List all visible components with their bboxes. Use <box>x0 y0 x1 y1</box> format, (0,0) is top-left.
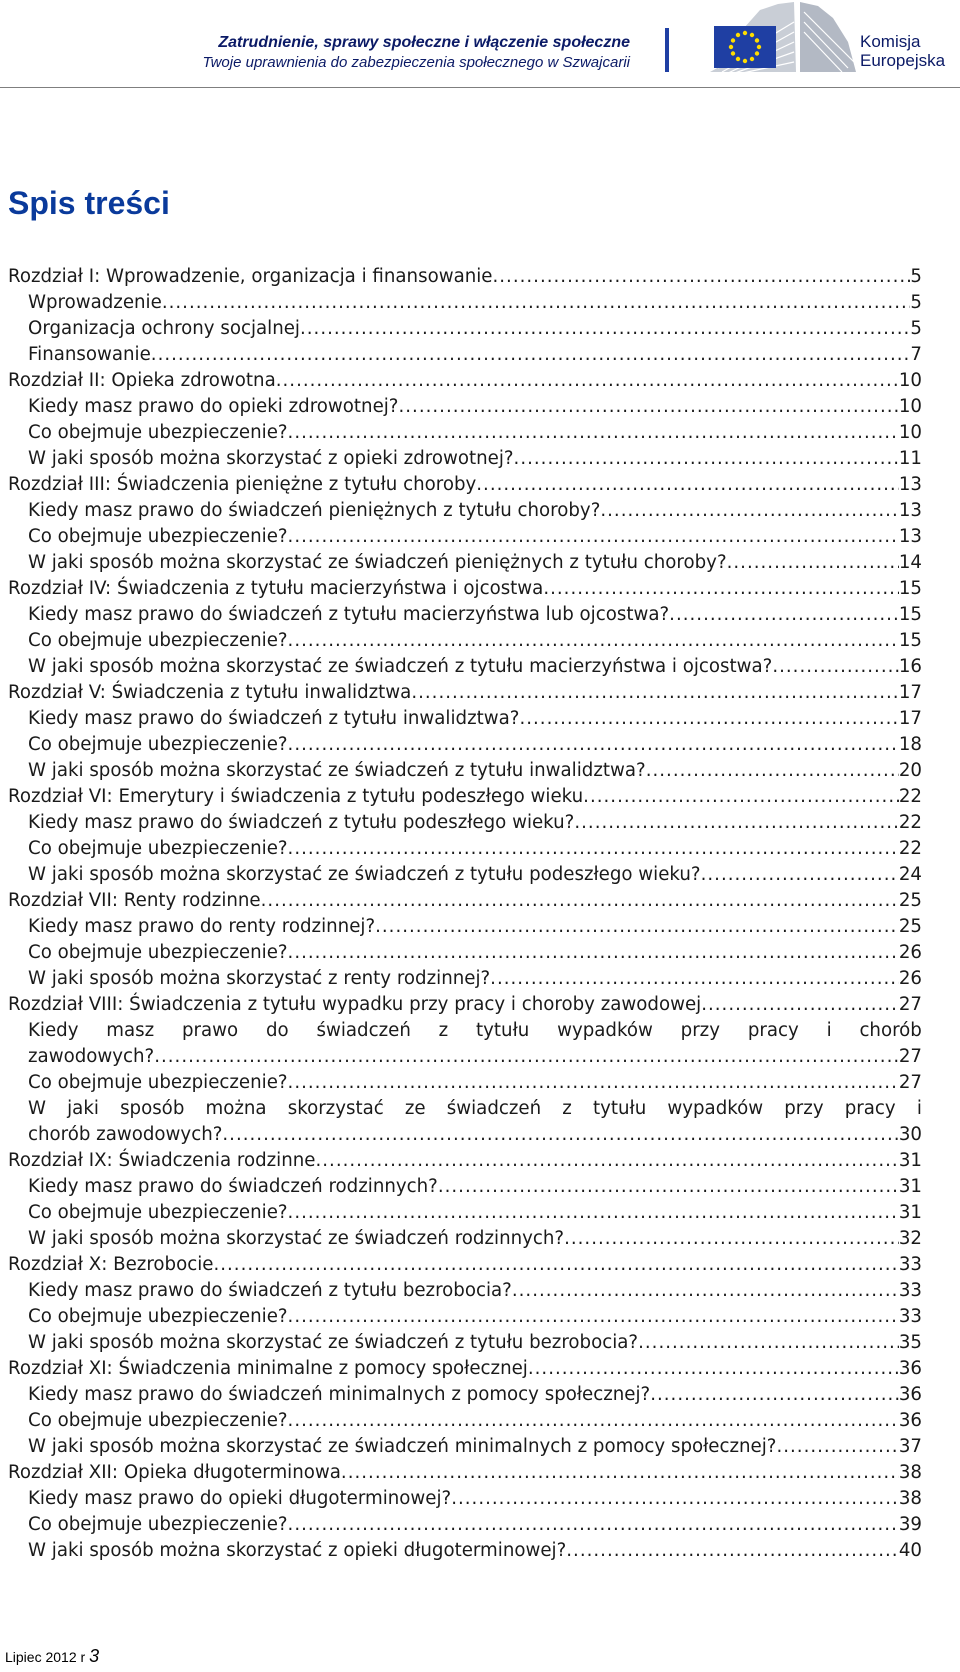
toc-entry-word: chorób <box>859 1020 922 1041</box>
toc-dot-leader <box>727 550 899 576</box>
toc-page-number: 15 <box>898 604 922 625</box>
header-separator <box>665 28 669 72</box>
toc-chapter-entry[interactable] <box>8 888 922 914</box>
toc-page-number: 27 <box>898 994 922 1015</box>
toc-entry-title: Co obejmuje ubezpieczenie? <box>28 1306 288 1327</box>
toc-entry-word: do <box>265 1020 289 1041</box>
toc-dot-leader <box>288 940 899 966</box>
page-footer <box>5 1646 99 1667</box>
toc-page-number: 10 <box>898 396 922 417</box>
toc-entry-title: Kiedy masz prawo do opieki zdrowotnej? <box>28 396 399 417</box>
toc-dot-leader <box>288 836 899 862</box>
footer-date: Lipiec 2012 r <box>5 1649 86 1665</box>
toc-entry-title: Finansowanie <box>28 344 151 365</box>
toc-entry-word: pracy <box>747 1020 799 1041</box>
toc-entry[interactable] <box>8 914 922 940</box>
toc-page-number: 27 <box>898 1046 922 1067</box>
toc-page-number: 14 <box>898 552 922 573</box>
toc-entry-word: skorzystać <box>287 1098 384 1119</box>
toc-dot-leader <box>288 1304 899 1330</box>
toc-page-number: 31 <box>898 1176 922 1197</box>
toc-page-number: 17 <box>898 682 922 703</box>
toc-entry[interactable] <box>8 1538 922 1564</box>
toc-entry[interactable] <box>8 1304 922 1330</box>
toc-page-number: 31 <box>898 1150 922 1171</box>
toc-entry-title: Rozdział I: Wprowadzenie, organizacja i finansowanie <box>8 266 493 287</box>
toc-entry-title: Rozdział III: Świadczenia pieniężne z tytułu choroby <box>8 474 477 495</box>
toc-entry-title: Rozdział X: Bezrobocie <box>8 1254 214 1275</box>
toc-entry-word: wypadków <box>557 1020 653 1041</box>
toc-dot-leader <box>375 914 899 940</box>
toc-dot-leader <box>574 810 899 836</box>
toc-entry-title: Kiedy masz prawo do świadczeń z tytułu inwalidztwa? <box>28 708 520 729</box>
toc-dot-leader <box>438 1174 899 1200</box>
toc-dot-leader <box>600 498 898 524</box>
toc-page-number: 13 <box>898 500 922 521</box>
logo-line-1: Komisja <box>860 32 921 51</box>
toc-chapter-entry[interactable] <box>8 368 922 394</box>
toc-page-number: 7 <box>910 344 922 365</box>
toc-dot-leader <box>398 394 898 420</box>
toc-entry-title: Co obejmuje ubezpieczenie? <box>28 526 288 547</box>
toc-entry[interactable] <box>8 342 922 368</box>
toc-dot-leader <box>776 1434 898 1460</box>
toc-entry-title: Rozdział XII: Opieka długoterminowa <box>8 1462 341 1483</box>
toc-entry[interactable] <box>8 394 922 420</box>
toc-entry-word: przy <box>680 1020 720 1041</box>
page-title: Spis treści <box>8 185 170 221</box>
toc-page-number: 26 <box>898 942 922 963</box>
toc-page-number: 13 <box>898 526 922 547</box>
toc-entry-title: Kiedy masz prawo do świadczeń pieniężnych z tytułu choroby? <box>28 500 601 521</box>
toc-dot-leader <box>213 1252 898 1278</box>
toc-page-number: 16 <box>898 656 922 677</box>
toc-entry-word: Kiedy <box>28 1020 79 1041</box>
toc-page-number: 24 <box>898 864 922 885</box>
toc-dot-leader <box>543 576 899 602</box>
toc-entry-title-line1 <box>28 1096 922 1122</box>
toc-entry[interactable] <box>8 498 922 524</box>
toc-chapter-entry[interactable] <box>8 1460 922 1486</box>
toc-entry-title-line1 <box>28 1018 922 1044</box>
toc-page-number: 18 <box>898 734 922 755</box>
toc-page-number: 17 <box>898 708 922 729</box>
toc-entry[interactable] <box>8 628 922 654</box>
toc-page-number: 25 <box>898 890 922 911</box>
toc-page-number: 38 <box>898 1462 922 1483</box>
toc-entry[interactable] <box>8 1200 922 1226</box>
toc-dot-leader <box>341 1460 899 1486</box>
toc-page-number: 35 <box>898 1332 922 1353</box>
toc-chapter-entry[interactable] <box>8 472 922 498</box>
toc-page-number: 31 <box>898 1202 922 1223</box>
toc-entry[interactable] <box>8 706 922 732</box>
toc-entry[interactable] <box>8 524 922 550</box>
toc-dot-leader <box>288 1070 899 1096</box>
toc-chapter-entry[interactable] <box>8 680 922 706</box>
toc-entry[interactable] <box>8 1226 922 1252</box>
toc-dot-leader <box>701 992 899 1018</box>
toc-page-number: 25 <box>898 916 922 937</box>
toc-chapter-entry[interactable] <box>8 1148 922 1174</box>
toc-entry[interactable] <box>8 446 922 472</box>
toc-entry-line2 <box>28 1122 922 1148</box>
table-of-contents <box>8 264 922 1564</box>
toc-entry-title: Rozdział VII: Renty rodzinne <box>8 890 261 911</box>
toc-dot-leader <box>276 368 899 394</box>
toc-entry-title: Kiedy masz prawo do świadczeń minimalnych z pomocy społecznej? <box>28 1384 651 1405</box>
toc-entry-title: Kiedy masz prawo do świadczeń z tytułu bezrobocia? <box>28 1280 512 1301</box>
toc-entry[interactable] <box>8 862 922 888</box>
toc-entry-title: Rozdział VI: Emerytury i świadczenia z tytułu podeszłego wieku <box>8 786 584 807</box>
toc-entry[interactable] <box>8 1330 922 1356</box>
toc-entry[interactable] <box>8 758 922 784</box>
toc-entry-word: tytułu <box>476 1020 530 1041</box>
toc-entry-word: i <box>826 1020 832 1041</box>
toc-dot-leader <box>701 862 899 888</box>
toc-entry[interactable] <box>8 836 922 862</box>
toc-dot-leader <box>772 654 899 680</box>
toc-page-number: 26 <box>898 968 922 989</box>
toc-entry[interactable] <box>8 1018 922 1070</box>
toc-dot-leader <box>300 316 910 342</box>
toc-chapter-entry[interactable] <box>8 1252 922 1278</box>
toc-entry-title: W jaki sposób można skorzystać ze świadczeń z tytułu inwalidztwa? <box>28 760 646 781</box>
toc-entry-word: wypadków <box>667 1098 764 1119</box>
toc-entry-word: tytułu <box>592 1098 647 1119</box>
toc-entry-title: W jaki sposób można skorzystać z opieki zdrowotnej? <box>28 448 514 469</box>
toc-dot-leader <box>514 446 899 472</box>
toc-page-number: 33 <box>898 1306 922 1327</box>
header-dg-title: Zatrudnienie, sprawy społeczne i włączenie społeczne <box>218 34 630 51</box>
toc-entry-word: przy <box>784 1098 824 1119</box>
toc-dot-leader <box>288 524 899 550</box>
toc-page-number: 40 <box>898 1540 922 1561</box>
toc-entry[interactable] <box>8 1408 922 1434</box>
toc-entry[interactable] <box>8 1434 922 1460</box>
toc-entry[interactable] <box>8 1070 922 1096</box>
toc-entry-title: Kiedy masz prawo do świadczeń z tytułu macierzyństwa lub ojcostwa? <box>28 604 670 625</box>
toc-entry-title: Organizacja ochrony socjalnej <box>28 318 300 339</box>
toc-entry-title: Co obejmuje ubezpieczenie? <box>28 734 288 755</box>
toc-page-number: 33 <box>898 1280 922 1301</box>
toc-entry-word: świadczeń <box>316 1020 411 1041</box>
toc-dot-leader <box>154 1044 899 1070</box>
toc-entry[interactable] <box>8 966 922 992</box>
toc-dot-leader <box>451 1486 899 1512</box>
toc-page-number: 13 <box>898 474 922 495</box>
toc-entry-title: Rozdział XI: Świadczenia minimalne z pomocy społecznej <box>8 1358 528 1379</box>
toc-dot-leader <box>646 758 899 784</box>
toc-entry-title: Kiedy masz prawo do renty rodzinnej? <box>28 916 376 937</box>
toc-page-number: 36 <box>898 1358 922 1379</box>
toc-entry-title: Co obejmuje ubezpieczenie? <box>28 1202 288 1223</box>
toc-page-number: 30 <box>898 1124 922 1145</box>
toc-entry[interactable] <box>8 1382 922 1408</box>
toc-entry-word: masz <box>106 1020 155 1041</box>
toc-entry-word: ze <box>404 1098 426 1119</box>
toc-dot-leader <box>162 290 911 316</box>
toc-entry-title: Kiedy masz prawo do świadczeń z tytułu podeszłego wieku? <box>28 812 575 833</box>
toc-page-number: 27 <box>898 1072 922 1093</box>
toc-dot-leader <box>288 1200 899 1226</box>
toc-page-number: 5 <box>910 292 922 313</box>
header-subtitle: Twoje uprawnienia do zabezpieczenia społecznego w Szwajcarii <box>202 54 630 71</box>
toc-dot-leader <box>583 784 899 810</box>
toc-entry[interactable] <box>8 550 922 576</box>
toc-page-number: 20 <box>898 760 922 781</box>
toc-dot-leader <box>638 1330 899 1356</box>
toc-page-number: 38 <box>898 1488 922 1509</box>
toc-dot-leader <box>566 1538 899 1564</box>
toc-entry-title: Rozdział V: Świadczenia z tytułu inwalidztwa <box>8 682 412 703</box>
toc-entry-word: W <box>28 1098 46 1119</box>
toc-dot-leader <box>564 1226 899 1252</box>
toc-page-number: 22 <box>898 812 922 833</box>
toc-entry[interactable] <box>8 602 922 628</box>
toc-entry-word: pracy <box>844 1098 896 1119</box>
toc-entry[interactable] <box>8 1278 922 1304</box>
toc-page-number: 22 <box>898 838 922 859</box>
toc-entry[interactable] <box>8 810 922 836</box>
toc-dot-leader <box>288 732 899 758</box>
toc-dot-leader <box>288 628 899 654</box>
toc-entry-word: i <box>916 1098 922 1119</box>
toc-chapter-entry[interactable] <box>8 576 922 602</box>
toc-dot-leader <box>492 264 910 290</box>
toc-entry-title: Kiedy masz prawo do świadczeń rodzinnych? <box>28 1176 438 1197</box>
toc-dot-leader <box>490 966 899 992</box>
toc-page-number: 10 <box>898 370 922 391</box>
toc-entry-title: W jaki sposób można skorzystać ze świadczeń pieniężnych z tytułu choroby? <box>28 552 727 573</box>
toc-dot-leader <box>669 602 899 628</box>
toc-entry-title: Co obejmuje ubezpieczenie? <box>28 422 288 443</box>
toc-entry[interactable] <box>8 420 922 446</box>
toc-entry-title: W jaki sposób można skorzystać ze świadczeń z tytułu macierzyństwa i ojcostwa? <box>28 656 773 677</box>
toc-entry[interactable] <box>8 316 922 342</box>
toc-entry[interactable] <box>8 290 922 316</box>
toc-page-number: 5 <box>910 266 922 287</box>
toc-entry-word: świadczeń <box>446 1098 542 1119</box>
toc-entry-title: Rozdział VIII: Świadczenia z tytułu wypadku przy pracy i choroby zawodowej <box>8 994 702 1015</box>
toc-chapter-entry[interactable] <box>8 1356 922 1382</box>
toc-entry[interactable] <box>8 940 922 966</box>
toc-dot-leader <box>528 1356 899 1382</box>
european-commission-logo <box>708 2 958 82</box>
toc-dot-leader <box>222 1122 898 1148</box>
toc-chapter-entry[interactable] <box>8 264 922 290</box>
footer-page-number: 3 <box>89 1646 100 1666</box>
toc-chapter-entry[interactable] <box>8 992 922 1018</box>
toc-dot-leader <box>288 1512 899 1538</box>
toc-entry-title-line2: chorób zawodowych? <box>28 1124 223 1145</box>
header-text <box>203 33 630 73</box>
toc-dot-leader <box>261 888 899 914</box>
toc-dot-leader <box>476 472 899 498</box>
toc-entry-title: W jaki sposób można skorzystać ze świadczeń z tytułu bezrobocia? <box>28 1332 639 1353</box>
toc-entry-word: jaki <box>67 1098 99 1119</box>
toc-entry-title: Co obejmuje ubezpieczenie? <box>28 942 288 963</box>
toc-entry-title: Kiedy masz prawo do opieki długoterminowej? <box>28 1488 452 1509</box>
toc-chapter-entry[interactable] <box>8 784 922 810</box>
toc-entry[interactable] <box>8 1174 922 1200</box>
toc-entry-title: Rozdział II: Opieka zdrowotna <box>8 370 276 391</box>
toc-entry-title: W jaki sposób można skorzystać z renty rodzinnej? <box>28 968 491 989</box>
toc-entry-title: W jaki sposób można skorzystać ze świadczeń minimalnych z pomocy społecznej? <box>28 1436 777 1457</box>
toc-entry-title: Rozdział IX: Świadczenia rodzinne <box>8 1150 316 1171</box>
toc-entry[interactable] <box>8 1486 922 1512</box>
toc-page-number: 15 <box>898 578 922 599</box>
toc-entry-word: prawo <box>182 1020 239 1041</box>
toc-dot-leader <box>288 420 899 446</box>
toc-dot-leader <box>519 706 898 732</box>
toc-entry-title: W jaki sposób można skorzystać ze świadczeń z tytułu podeszłego wieku? <box>28 864 701 885</box>
toc-dot-leader <box>512 1278 899 1304</box>
toc-page-number: 36 <box>898 1384 922 1405</box>
logo-line-2: Europejska <box>860 51 946 70</box>
toc-page-number: 22 <box>898 786 922 807</box>
toc-dot-leader <box>411 680 899 706</box>
logo-text <box>860 32 945 70</box>
toc-dot-leader <box>288 1408 899 1434</box>
toc-page-number: 5 <box>910 318 922 339</box>
toc-page-number: 15 <box>898 630 922 651</box>
toc-entry-line2 <box>28 1044 922 1070</box>
toc-entry[interactable] <box>8 732 922 758</box>
toc-entry-title: Co obejmuje ubezpieczenie? <box>28 838 288 859</box>
toc-page-number: 36 <box>898 1410 922 1431</box>
toc-entry-word: z <box>438 1020 449 1041</box>
toc-entry-title: Rozdział IV: Świadczenia z tytułu macierzyństwa i ojcostwa <box>8 578 544 599</box>
toc-dot-leader <box>315 1148 898 1174</box>
toc-entry[interactable] <box>8 654 922 680</box>
toc-entry-title: W jaki sposób można skorzystać ze świadczeń rodzinnych? <box>28 1228 565 1249</box>
toc-entry[interactable] <box>8 1512 922 1538</box>
toc-page-number: 37 <box>898 1436 922 1457</box>
page-header <box>0 0 960 88</box>
eu-building-flag-icon <box>708 2 858 82</box>
toc-dot-leader <box>151 342 911 368</box>
toc-page-number: 33 <box>898 1254 922 1275</box>
toc-entry[interactable] <box>8 1096 922 1148</box>
toc-entry-word: z <box>562 1098 572 1119</box>
toc-page-number: 11 <box>898 448 922 469</box>
toc-entry-title: Co obejmuje ubezpieczenie? <box>28 1514 288 1535</box>
toc-entry-title-line2: zawodowych? <box>28 1046 155 1067</box>
toc-entry-title: Co obejmuje ubezpieczenie? <box>28 630 288 651</box>
toc-page-number: 10 <box>898 422 922 443</box>
toc-page-number: 32 <box>898 1228 922 1249</box>
header-rule <box>0 87 960 88</box>
toc-entry-title: W jaki sposób można skorzystać z opieki długoterminowej? <box>28 1540 567 1561</box>
toc-entry-word: można <box>205 1098 267 1119</box>
toc-page-number: 39 <box>898 1514 922 1535</box>
toc-entry-title: Wprowadzenie <box>28 292 162 313</box>
toc-entry-title: Co obejmuje ubezpieczenie? <box>28 1410 288 1431</box>
toc-entry-word: sposób <box>120 1098 185 1119</box>
toc-dot-leader <box>650 1382 899 1408</box>
toc-entry-title: Co obejmuje ubezpieczenie? <box>28 1072 288 1093</box>
